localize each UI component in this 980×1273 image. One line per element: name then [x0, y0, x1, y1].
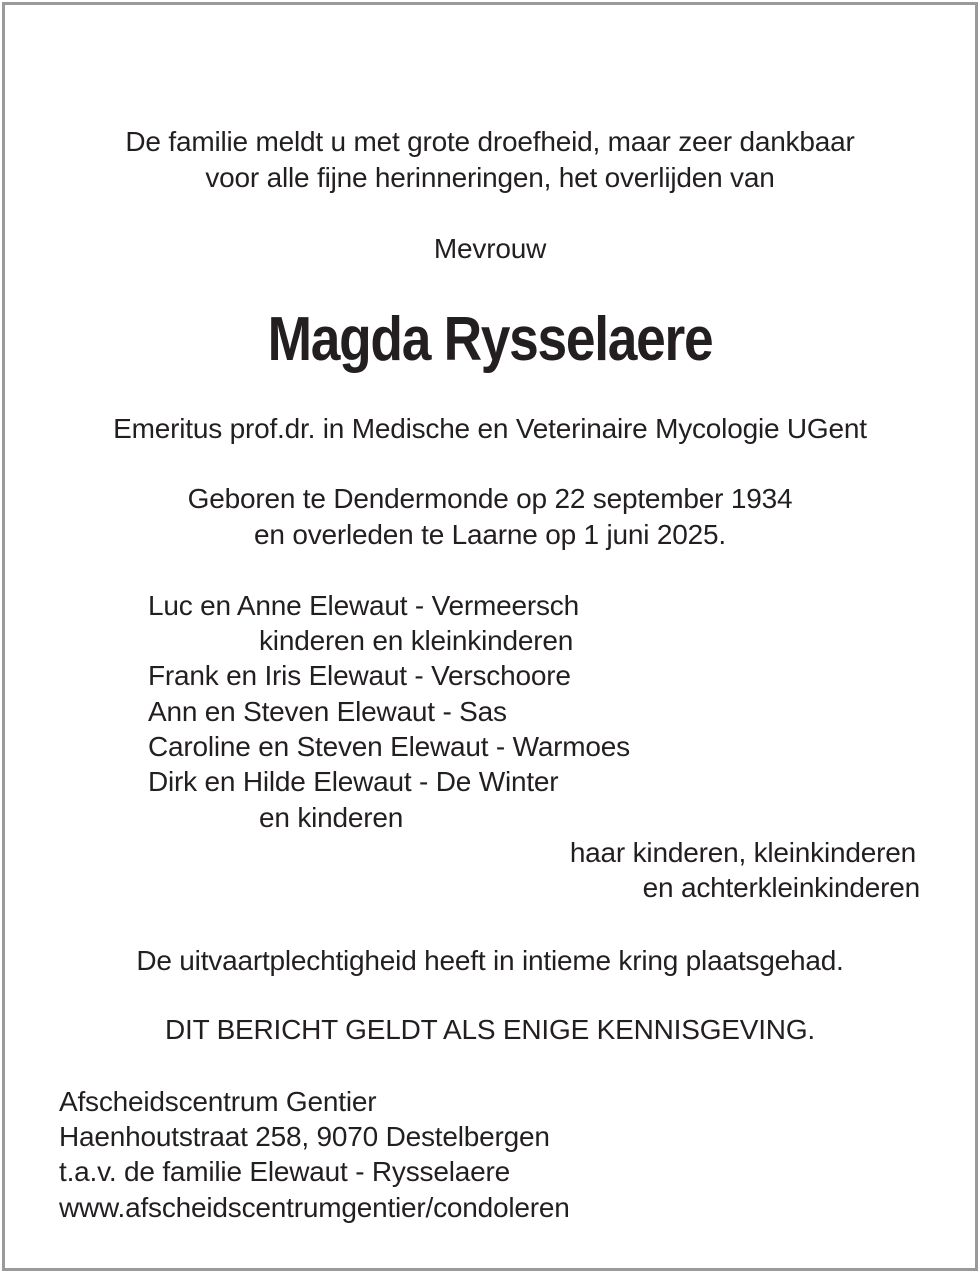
family-member: Luc en Anne Elewaut - Vermeersch — [148, 590, 579, 621]
family-member: Dirk en Hilde Elewaut - De Winter — [148, 766, 559, 797]
family-summary-line-2: en achterkleinkinderen — [642, 872, 920, 903]
contact-address: Haenhoutstraat 258, 9070 Destelbergen — [59, 1121, 550, 1152]
family-member: en kinderen — [259, 802, 404, 833]
contact-name: Afscheidscentrum Gentier — [59, 1086, 377, 1117]
intro-line-2: voor alle fijne herinneringen, het overlijden van — [205, 162, 775, 193]
death-line: en overleden te Laarne op 1 juni 2025. — [254, 519, 726, 550]
salutation: Mevrouw — [433, 233, 547, 264]
intro-line-1: De familie meldt u met grote droefheid, maar zeer dankbaar — [125, 126, 855, 157]
funeral-note: De uitvaartplechtigheid heeft in intieme kring plaatsgehad. — [136, 945, 844, 976]
birth-line: Geboren te Dendermonde op 22 september 1934 — [187, 483, 793, 514]
family-member: Caroline en Steven Elewaut - Warmoes — [148, 731, 630, 762]
deceased-name: Magda Rysselaere — [267, 305, 713, 374]
contact-attention: t.a.v. de familie Elewaut - Rysselaere — [59, 1156, 510, 1187]
contact-website[interactable]: www.afscheidscentrumgentier/condoleren — [59, 1192, 570, 1223]
family-member: kinderen en kleinkinderen — [259, 625, 574, 656]
notice-statement: DIT BERICHT GELDT ALS ENIGE KENNISGEVING. — [165, 1014, 815, 1045]
family-member: Frank en Iris Elewaut - Verschoore — [148, 660, 571, 691]
academic-title: Emeritus prof.dr. in Medische en Veterinaire Mycologie UGent — [113, 413, 867, 444]
family-summary-line-1: haar kinderen, kleinkinderen — [569, 837, 916, 868]
family-member: Ann en Steven Elewaut - Sas — [148, 696, 507, 727]
